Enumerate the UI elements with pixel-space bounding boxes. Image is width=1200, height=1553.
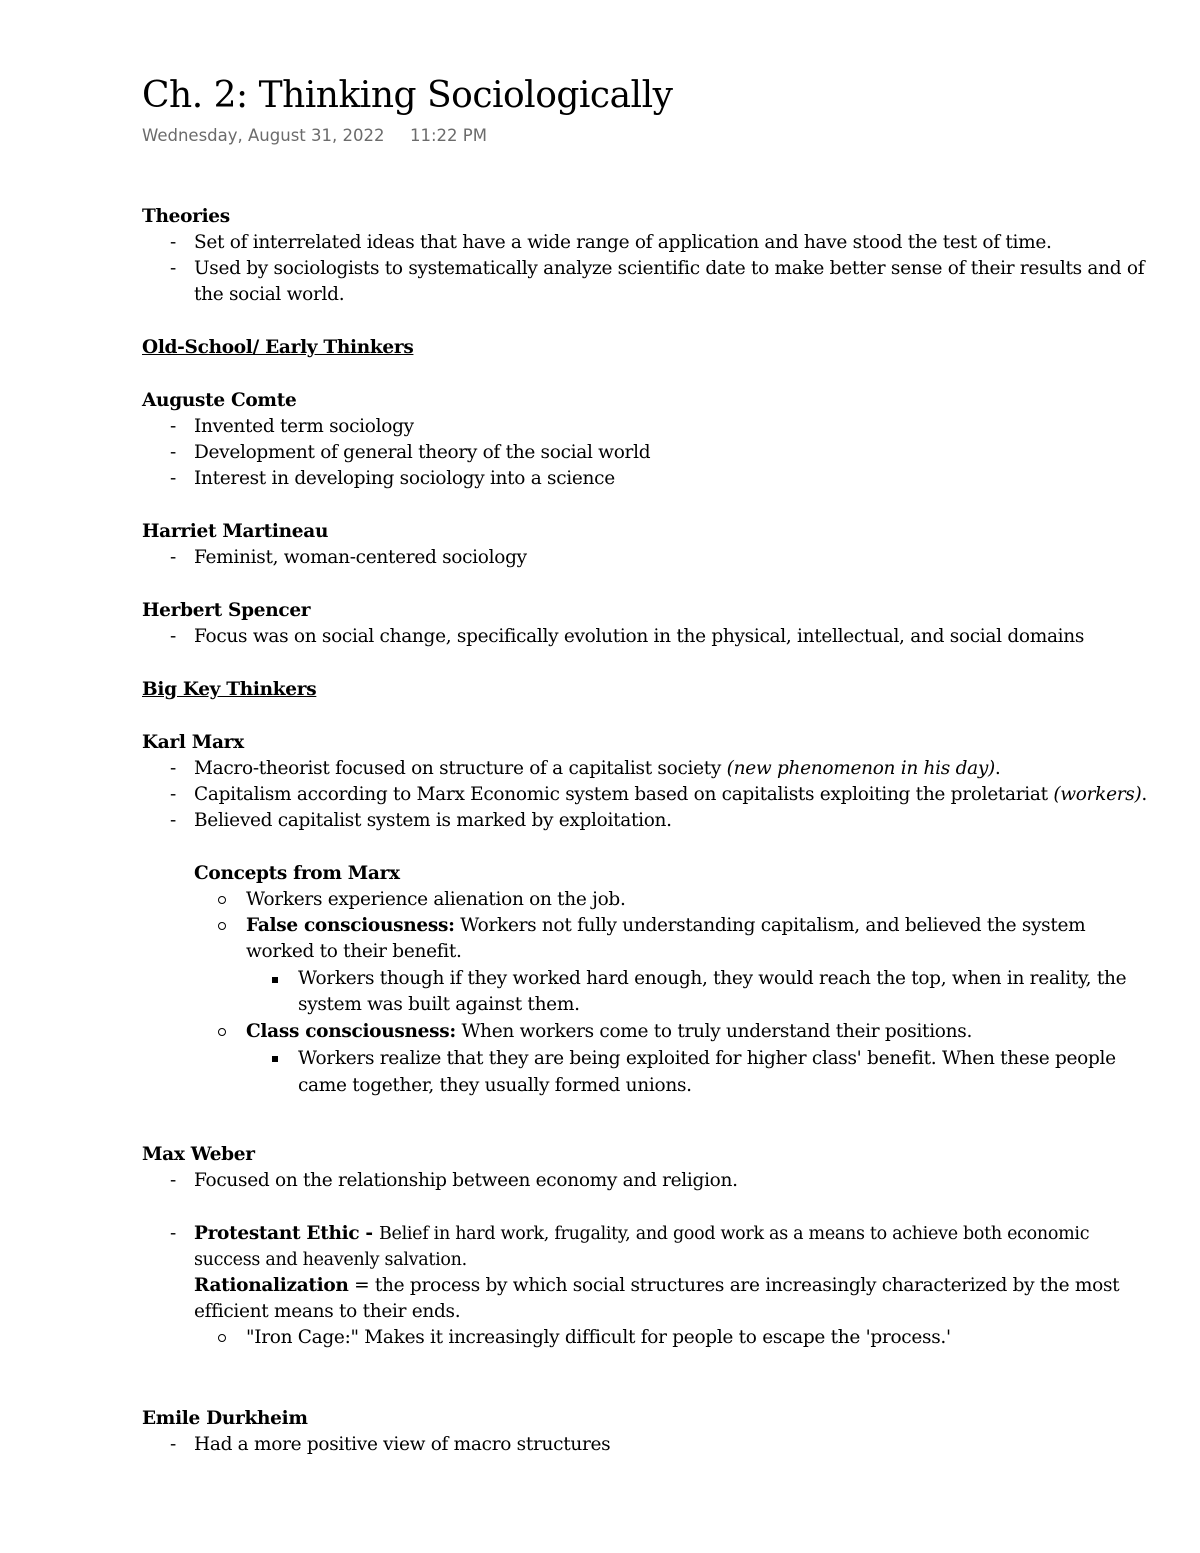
weber-protestant-ethic-cont: success and heavenly salvation.	[194, 1250, 467, 1270]
theories-item-1: Set of interrelated ideas that have a wide range of application and have stood the test of time.	[194, 232, 1052, 253]
marx-name: Karl Marx	[142, 732, 244, 753]
marx-item-1-italic: (new phenomenon in his day)	[726, 758, 995, 779]
circle-bullet-icon	[218, 1334, 226, 1342]
page-title: Ch. 2: Thinking Sociologically	[142, 75, 673, 116]
comte-item-1: Invented term sociology	[194, 416, 414, 437]
marx-concepts-heading: Concepts from Marx	[194, 863, 400, 884]
marx-concept-3-sub: Workers realize that they are being exploited for higher class' benefit. When these people	[298, 1048, 1116, 1069]
class-consciousness-text: When workers come to truly understand their positions.	[455, 1021, 973, 1042]
dash-bullet: -	[170, 1170, 177, 1191]
comte-item-2: Development of general theory of the social world	[194, 442, 651, 463]
dash-bullet: -	[170, 758, 177, 779]
marx-item-2-italic: (workers)	[1053, 784, 1142, 805]
marx-concept-3	[246, 1019, 972, 1045]
weber-rationalization-cont: efficient means to their ends.	[194, 1301, 461, 1322]
dash-bullet: -	[170, 258, 177, 279]
comte-item-3: Interest in developing sociology into a science	[194, 468, 615, 489]
dash-bullet: -	[170, 468, 177, 489]
marx-item-2-text: Capitalism according to Marx Economic system based on capitalists exploiting the proletariat	[194, 784, 1054, 805]
big-key-heading: Big Key Thinkers	[142, 679, 317, 700]
dash-bullet: -	[170, 547, 177, 568]
marx-item-1-end: .	[994, 758, 1001, 779]
circle-bullet-icon	[218, 1028, 226, 1036]
marx-concept-1: Workers experience alienation on the job.	[246, 889, 626, 910]
dash-bullet: -	[170, 784, 177, 805]
marx-item-2-end: .	[1141, 784, 1147, 805]
dash-bullet: -	[170, 416, 177, 437]
dash-bullet: -	[170, 810, 177, 831]
durkheim-name: Emile Durkheim	[142, 1408, 308, 1429]
false-consciousness-text: Workers not fully understanding capitalism, and believed the system	[454, 915, 1086, 936]
old-school-heading: Old-School/ Early Thinkers	[142, 337, 414, 358]
square-bullet-icon	[272, 977, 278, 983]
dash-bullet: -	[170, 626, 177, 647]
marx-concept-3-sub-cont: came together, they usually formed unions.	[298, 1075, 692, 1096]
square-bullet-icon	[272, 1056, 278, 1062]
marx-item-3: Believed capitalist system is marked by exploitation.	[194, 810, 672, 831]
rationalization-text: = the process by which social structures are increasingly characterized by the most	[348, 1275, 1120, 1296]
durkheim-item-1: Had a more positive view of macro structures	[194, 1434, 611, 1455]
dash-bullet: -	[170, 232, 177, 253]
weber-item-1: Focused on the relationship between economy and religion.	[194, 1170, 738, 1191]
martineau-name: Harriet Martineau	[142, 521, 329, 542]
dash-bullet: -	[170, 1434, 177, 1455]
false-consciousness-term: False consciousness:	[246, 915, 455, 936]
weber-rationalization	[194, 1273, 1119, 1299]
martineau-item-1: Feminist, woman-centered sociology	[194, 547, 527, 568]
marx-concept-2-sub: Workers though if they worked hard enough, they would reach the top, when in reality, the	[298, 968, 1127, 989]
rationalization-term: Rationalization	[194, 1275, 349, 1296]
note-time: 11:22 PM	[410, 126, 487, 145]
marx-item-2	[194, 782, 1147, 808]
marx-item-1	[194, 756, 1001, 782]
weber-protestant-ethic	[194, 1221, 1089, 1247]
class-consciousness-term: Class consciousness:	[246, 1021, 456, 1042]
weber-name: Max Weber	[142, 1144, 255, 1165]
weber-iron-cage: "Iron Cage:" Makes it increasingly difficult for people to escape the 'process.'	[246, 1327, 951, 1348]
note-date: Wednesday, August 31, 2022	[142, 126, 385, 145]
theories-item-2: Used by sociologists to systematically analyze scientific date to make better sense of their results and of	[194, 258, 1145, 279]
marx-concept-2-cont: worked to their benefit.	[246, 941, 462, 962]
spencer-name: Herbert Spencer	[142, 600, 311, 621]
protestant-ethic-text: Belief in hard work, frugality, and good work as a means to achieve both economic	[378, 1224, 1090, 1244]
dash-bullet: -	[170, 442, 177, 463]
marx-concept-2	[246, 913, 1085, 939]
circle-bullet-icon	[218, 896, 226, 904]
theories-item-2-cont: the social world.	[194, 284, 345, 305]
marx-concept-2-sub-cont: system was built against them.	[298, 994, 580, 1015]
protestant-ethic-term: Protestant Ethic -	[194, 1223, 379, 1244]
dash-bullet: -	[170, 1223, 177, 1244]
circle-bullet-icon	[218, 922, 226, 930]
marx-item-1-text: Macro-theorist focused on structure of a capitalist society	[194, 758, 727, 779]
spencer-item-1: Focus was on social change, specifically evolution in the physical, intellectual, and social domains	[194, 626, 1085, 647]
comte-name: Auguste Comte	[142, 390, 297, 411]
theories-heading: Theories	[142, 206, 230, 227]
